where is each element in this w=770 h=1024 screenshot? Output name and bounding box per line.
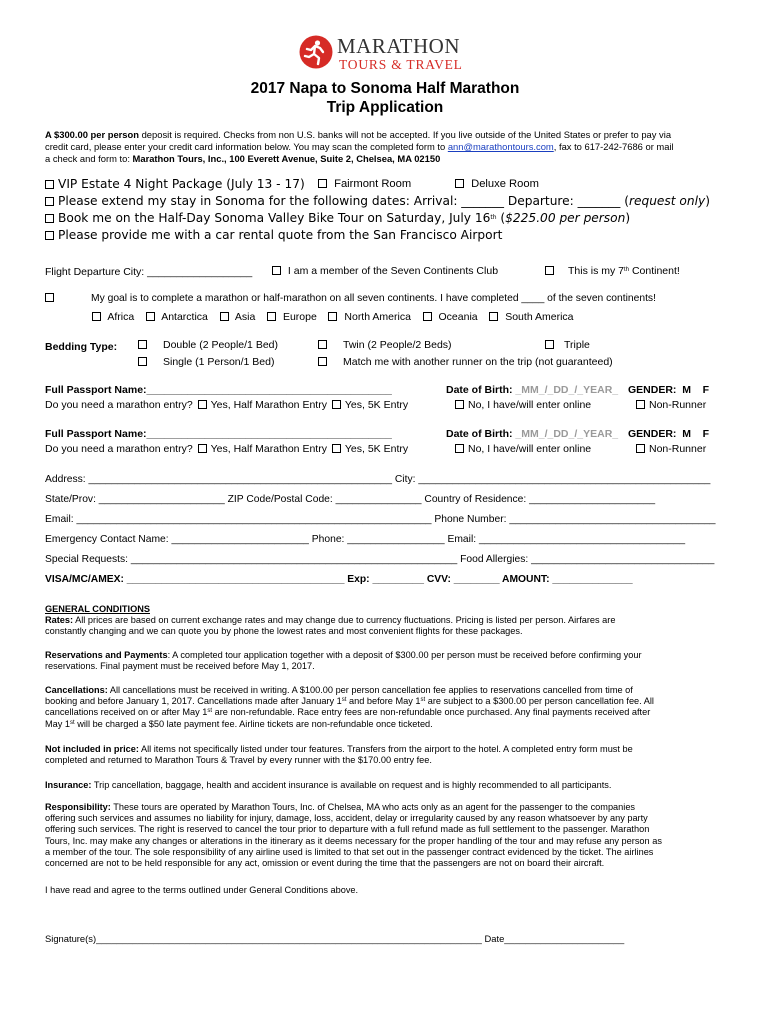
entry-row-1 — [45, 399, 408, 411]
intro-text: credit card, please enter your credit card information below. You may scan the completed form to — [45, 141, 448, 152]
insurance-label: Insurance: — [45, 780, 92, 790]
option-seventh-continent[interactable] — [545, 265, 680, 277]
continent-label: South America — [505, 311, 574, 323]
page-title: 2017 Napa to Sonoma Half Marathon — [250, 80, 520, 97]
no-entry-label: No, I have/will enter online — [468, 443, 592, 455]
no-entry-label: No, I have/will enter online — [468, 399, 592, 411]
cancellations-text: booking and before January 1, 2017. Cancellations made after January 1 — [45, 696, 342, 707]
passport-name-field[interactable]: __________________________________________ — [146, 428, 392, 440]
bedding-single[interactable] — [138, 356, 274, 368]
dob-placeholder: _MM_/_DD_/_YEAR_ — [515, 384, 619, 396]
flight-departure-field[interactable]: Flight Departure City: __________________ — [45, 266, 253, 278]
dob-label: Date of Birth: — [446, 384, 516, 396]
non-runner-checkbox[interactable] — [636, 444, 645, 453]
half-entry-label: Yes, Half Marathon Entry — [210, 443, 327, 455]
non-runner-label: Non-Runner — [649, 399, 707, 411]
oceania-checkbox[interactable] — [423, 312, 432, 321]
bedding-match[interactable] — [318, 356, 613, 368]
seventh-suffix: th — [624, 267, 630, 273]
5k-entry-label: Yes, 5K Entry — [344, 399, 409, 411]
no-entry-2[interactable] — [455, 443, 591, 455]
half-entry-checkbox[interactable] — [198, 444, 207, 453]
mailing-address: Marathon Tours, Inc., 100 Everett Avenue, Suite 2, Chelsea, MA 02150 — [132, 153, 441, 164]
not-included-text: All items not specifically listed under tour features. Transfers from the airport to the hotel. A completed entry form must be — [138, 744, 633, 754]
double-label: Double (2 People/1 Bed) — [163, 339, 278, 351]
ordinal-suffix: st — [70, 719, 75, 726]
seven-club-label: I am a member of the Seven Continents Club — [287, 265, 499, 277]
bike-label-end: ) — [625, 211, 631, 225]
cancellations-text: cancellations received on or after May 1 — [45, 707, 208, 718]
responsibility-text: Tours, Inc. may make any changes or alterations in the itinerary as it deems necessary for the proper handling of the tour and may refuse any person as — [45, 835, 662, 846]
africa-checkbox[interactable] — [92, 312, 101, 321]
option-bike-tour[interactable] — [45, 211, 630, 225]
insurance-text: Trip cancellation, baggage, health and accident insurance is available on request and is highly recommended to all participants. — [91, 780, 612, 790]
passport-row-1 — [45, 384, 392, 396]
north-america-checkbox[interactable] — [328, 312, 337, 321]
goal-checkbox[interactable] — [45, 293, 54, 302]
general-conditions — [45, 604, 725, 638]
passport-name-field[interactable]: __________________________________________ — [146, 384, 392, 396]
logo-line2: TOURS & TRAVEL — [339, 57, 463, 72]
special-requests-fields[interactable]: Special Requests: _________________________________________________________ Food Allergies: ________________________________ — [45, 554, 715, 565]
bike-checkbox[interactable] — [45, 214, 54, 223]
rates-label: Rates: — [45, 615, 74, 626]
seventh-label-end: Continent! — [629, 265, 680, 277]
signature-date-field[interactable]: Signature(s)__________________________________________________________________________ Date_______________________ — [45, 933, 625, 944]
dob-field-2[interactable] — [446, 428, 618, 440]
continent-antarctica[interactable] — [146, 311, 208, 323]
dob-label: Date of Birth: — [446, 428, 516, 440]
no-entry-checkbox[interactable] — [455, 444, 464, 453]
not-included-text: completed and returned to Marathon Tours & Travel by every runner with the $170.00 entry fee. — [45, 755, 432, 766]
option-car-rental[interactable] — [45, 228, 502, 242]
match-label: Match me with another runner on the trip (not guaranteed) — [343, 356, 613, 368]
responsibility-section — [45, 802, 725, 869]
intro-text: , fax to 617-242-7686 or mail — [553, 141, 674, 152]
address-city-fields[interactable]: Address: _____________________________________________________ City: ___________________________________________________ — [45, 474, 711, 485]
fairmont-checkbox[interactable] — [318, 179, 327, 188]
responsibility-text: These tours are operated by Marathon Tours, Inc. of Chelsea, MA who acts only as an agent for the passenger to the companies — [110, 802, 636, 812]
continent-label: Europe — [282, 311, 317, 323]
bike-date-suffix: th — [490, 214, 497, 221]
cancellations-text: and before May 1 — [346, 696, 421, 707]
triple-label: Triple — [564, 339, 590, 351]
option-extend-stay[interactable] — [45, 194, 710, 208]
responsibility-text: a member of the tour. The sole responsibility of any airline used is limited to that set out in the passenger contract evidenced by the ticket. The airlines — [45, 846, 654, 857]
ordinal-suffix: st — [207, 708, 213, 715]
non-runner-1[interactable] — [636, 399, 706, 411]
passport-name-label: Full Passport Name: — [45, 384, 147, 396]
intro-line-2 — [45, 141, 674, 152]
non-runner-checkbox[interactable] — [636, 400, 645, 409]
fairmont-label: Fairmont Room — [334, 178, 412, 190]
5k-entry-label: Yes, 5K Entry — [344, 443, 409, 455]
dob-field-1[interactable] — [446, 384, 618, 396]
bedding-double[interactable] — [138, 339, 278, 351]
continent-label: Africa — [107, 311, 135, 323]
option-fairmont-room[interactable] — [318, 178, 411, 190]
twin-checkbox[interactable] — [318, 340, 327, 349]
ordinal-suffix: st — [420, 697, 426, 704]
vip-checkbox[interactable] — [45, 180, 54, 189]
half-entry-checkbox[interactable] — [198, 400, 207, 409]
match-checkbox[interactable] — [318, 357, 327, 366]
cancellations-text: May 1 — [45, 718, 71, 729]
continent-label: North America — [344, 311, 411, 323]
continent-africa[interactable] — [92, 311, 134, 323]
antarctica-checkbox[interactable] — [146, 312, 155, 321]
continent-label: Asia — [234, 311, 256, 323]
gender-2[interactable]: GENDER: M F — [628, 428, 710, 440]
half-entry-label: Yes, Half Marathon Entry — [210, 399, 327, 411]
extend-label: Please extend my stay in Sonoma for the following dates: Arrival: _______ Departure: _______ ( — [58, 194, 629, 208]
state-zip-country-fields[interactable]: State/Prov: ______________________ ZIP Code/Postal Code: _______________ Country of Residence: ______________________ — [45, 494, 656, 505]
single-checkbox[interactable] — [138, 357, 147, 366]
rates-text: constantly changing and we can quote you by phone the lowest rates and most convenient flights for these packages. — [45, 626, 523, 637]
continent-europe[interactable] — [267, 311, 317, 323]
responsibility-text: offering such services and assumes no liability for injury, damage, loss, accident, delay or irregularity caused by any reason whatsoever by any party — [45, 813, 648, 824]
continent-label: Antarctica — [161, 311, 208, 323]
continent-north-america[interactable] — [328, 311, 410, 323]
cancellations-text: will be charged a $50 late payment fee. Airline tickets are non-refundable once ticketed. — [74, 718, 433, 729]
goal-text: My goal is to complete a marathon or half-marathon on all seven continents. I have completed ____ of the seven continents! — [91, 293, 656, 304]
responsibility-text: offering such services. The right is reserved to cancel the tour prior to departure with a full refund made as full settlement to the passenger. Marathon — [45, 824, 650, 835]
extend-checkbox[interactable] — [45, 197, 54, 206]
cancellations-text: All cancellations must be received in writing. A $100.00 per person cancellation fee applies to reservations cancelled from time of — [107, 685, 633, 695]
reservations-section — [45, 650, 725, 672]
continent-asia[interactable] — [220, 311, 256, 323]
responsibility-text: concerned are not to be held responsible for any act, omission or event during the time that the passengers are not on board their aircraft. — [45, 858, 605, 869]
intro-line-1 — [45, 129, 671, 140]
bike-label-paren: ( — [496, 211, 506, 225]
not-included-label: Not included in price: — [45, 744, 139, 754]
option-deluxe-room[interactable] — [455, 178, 539, 190]
seventh-checkbox[interactable] — [545, 266, 554, 275]
email-phone-fields[interactable]: Email: ______________________________________________________________ Phone Number: ____________________________________ — [45, 514, 716, 525]
single-label: Single (1 Person/1 Bed) — [163, 356, 275, 368]
reservations-label: Reservations and Payments — [45, 650, 168, 660]
deposit-amount: A $300.00 per person — [45, 129, 139, 140]
cancellations-text: are subject to a $300.00 per person cancellation fee. All — [425, 696, 654, 707]
no-entry-checkbox[interactable] — [455, 400, 464, 409]
seventh-label: This is my 7 — [568, 265, 625, 277]
bedding-triple[interactable] — [545, 339, 590, 351]
gender-1[interactable]: GENDER: M F — [628, 384, 710, 396]
agreement-statement — [45, 885, 725, 896]
deluxe-checkbox[interactable] — [455, 179, 464, 188]
asia-checkbox[interactable] — [220, 312, 229, 321]
deposit-text: deposit is required. Checks from non U.S. banks will not be accepted. If you live outside of the United States or prefer to pay via — [138, 129, 672, 140]
no-entry-1[interactable] — [455, 399, 591, 411]
double-checkbox[interactable] — [138, 340, 147, 349]
ordinal-suffix: st — [341, 697, 347, 704]
vip-label: VIP Estate 4 Night Package (July 13 - 17) — [58, 177, 305, 191]
5k-entry-checkbox[interactable] — [332, 400, 341, 409]
non-runner-label: Non-Runner — [649, 443, 707, 455]
continent-list — [92, 311, 574, 323]
logo-line1: MARATHON — [337, 34, 461, 58]
page-subtitle: Trip Application — [326, 99, 444, 116]
reservations-text: : A completed tour application together with a deposit of $300.00 per person must be received before confirming your — [167, 650, 642, 660]
continent-south-america[interactable] — [489, 311, 573, 323]
reservations-text: reservations. Final payment must be received before May 1, 2017. — [45, 661, 315, 672]
deluxe-label: Deluxe Room — [471, 178, 539, 190]
continent-label: Oceania — [438, 311, 478, 323]
triple-checkbox[interactable] — [545, 340, 554, 349]
intro-text: a check and form to: — [45, 153, 133, 164]
bedding-label: Bedding Type: — [45, 341, 118, 353]
not-included-section — [45, 744, 725, 766]
entry-row-2 — [45, 443, 408, 455]
agreement-text: I have read and agree to the terms outlined under General Conditions above. — [45, 885, 359, 895]
intro-line-3 — [45, 153, 440, 164]
option-seven-continents-club[interactable] — [272, 265, 498, 277]
bedding-twin[interactable] — [318, 339, 452, 351]
5k-entry-checkbox[interactable] — [332, 444, 341, 453]
dob-placeholder: _MM_/_DD_/_YEAR_ — [515, 428, 619, 440]
goal-checkbox-wrap[interactable] — [45, 292, 58, 304]
emergency-contact-fields[interactable]: Emergency Contact Name: ________________________ Phone: _________________ Email: ____________________________________ — [45, 534, 686, 545]
entry-question: Do you need a marathon entry? — [45, 443, 193, 455]
entry-question: Do you need a marathon entry? — [45, 399, 193, 411]
runner-logo-icon — [299, 35, 333, 69]
europe-checkbox[interactable] — [267, 312, 276, 321]
cancellations-section — [45, 685, 725, 730]
car-label: Please provide me with a car rental quote from the San Francisco Airport — [58, 228, 503, 242]
email-link[interactable]: ann@marathontours.com — [447, 141, 554, 152]
seven-club-checkbox[interactable] — [272, 266, 281, 275]
insurance-section — [45, 780, 725, 791]
non-runner-2[interactable] — [636, 443, 706, 455]
responsibility-label: Responsibility: — [45, 802, 111, 812]
cancellations-text: are non-refundable. Race entry fees are non-refundable once purchased. Any final payments received after — [212, 707, 651, 718]
bike-price: $225.00 per person — [505, 211, 626, 225]
extend-label-end: ) — [705, 194, 710, 208]
company-logo — [299, 33, 469, 77]
cancellations-label: Cancellations: — [45, 685, 108, 695]
car-checkbox[interactable] — [45, 231, 54, 240]
south-america-checkbox[interactable] — [489, 312, 498, 321]
request-only-note: request only — [628, 194, 706, 208]
bike-label: Book me on the Half-Day Sonoma Valley Bike Tour on Saturday, July 16 — [58, 211, 491, 225]
conditions-heading: GENERAL CONDITIONS — [45, 604, 150, 614]
passport-row-2 — [45, 428, 392, 440]
payment-fields[interactable]: VISA/MC/AMEX: ______________________________________ Exp: _________ CVV: ________ AMOUNT: ______________ — [45, 574, 633, 585]
passport-name-label: Full Passport Name: — [45, 428, 147, 440]
rates-text: All prices are based on current exchange rates and may change due to currency fluctuations. Pricing is listed per person. Airfares are — [73, 615, 616, 626]
option-vip-package[interactable] — [45, 177, 305, 191]
twin-label: Twin (2 People/2 Beds) — [343, 339, 452, 351]
continent-oceania[interactable] — [423, 311, 478, 323]
